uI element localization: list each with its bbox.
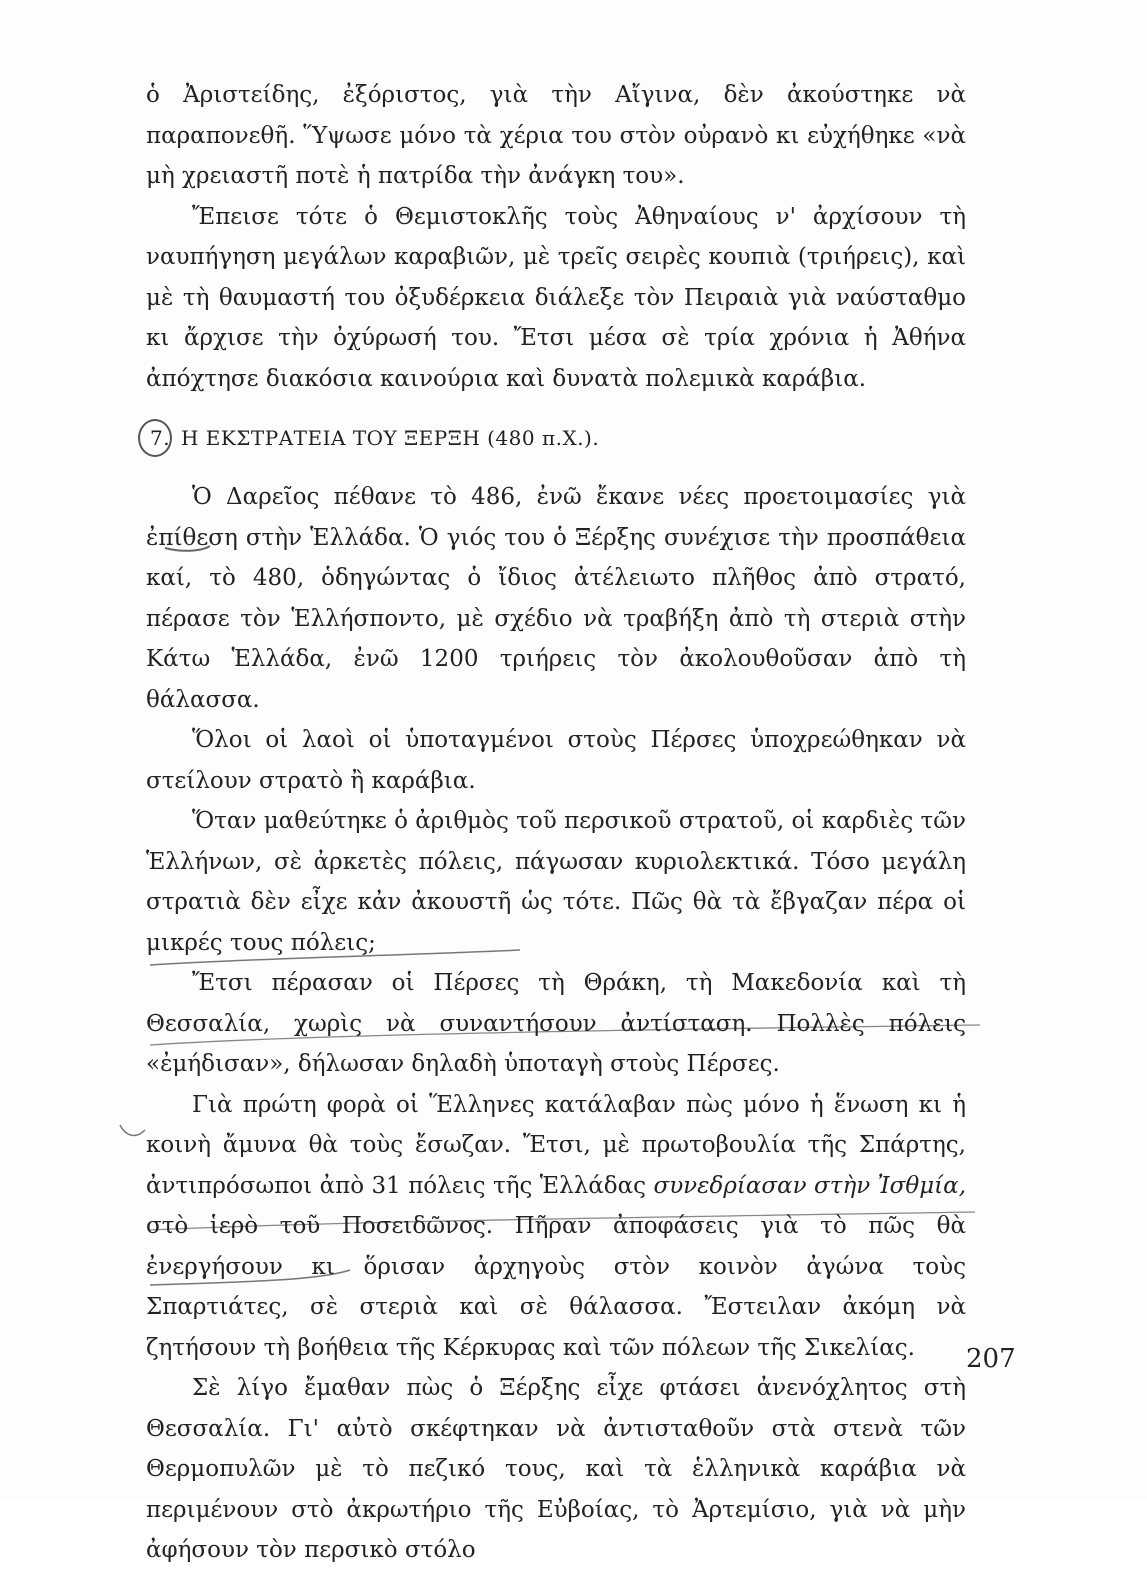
section-number: 7. bbox=[146, 423, 174, 453]
paragraph-aristeides: ὁ Ἀριστείδης, ἐξόριστος, γιὰ τὴν Αἴγινα, δὲν ἀκούστηκε νὰ παραπονεθῆ. Ὕψωσε μόνο τὰ χέρια του στὸν οὐρανὸ κι εὐχήθηκε «νὰ μὴ χρειαστῆ ποτὲ ἡ πατρίδα τὴν ἀνάγκη του». bbox=[146, 82, 966, 189]
section-title: Η ΕΚΣΤΡΑΤΕΙΑ ΤΟΥ ΞΕΡΞΗ bbox=[180, 426, 481, 450]
section-heading bbox=[146, 423, 966, 453]
paragraph-thermopylae: Σὲ λίγο ἔμαθαν πὼς ὁ Ξέρξης εἶχε φτάσει ἀνενόχλητος στὴ Θεσσαλία. Γι' αὐτὸ σκέφτηκαν νὰ ἀντισταθοῦν στὰ στενὰ τῶν Θερμοπυλῶν μὲ τὸ πεζικό τους, καὶ τὰ ἑλληνικὰ καράβια νὰ περιμένουν στὸ ἀκρωτήριο τῆς Εὐβοίας, τὸ Ἀρτεμίσιο, γιὰ νὰ μὴν ἀφήσουν τὸν περσικὸ στόλο bbox=[146, 1375, 966, 1563]
paragraph-fear: Ὅταν μαθεύτηκε ὁ ἀριθμὸς τοῦ περσικοῦ στρατοῦ, οἱ καρδιὲς τῶν Ἑλλήνων, σὲ ἀρκετὲς πόλεις, πάγωσαν κυριολεκτικά. Τόσο μεγάλη στρατιὰ δὲν εἶχε κἀν ἀκουστῆ ὡς τότε. Πῶς θὰ τὰ ἔβγαζαν πέρα οἱ μικρές τους πόλεις; bbox=[146, 808, 966, 956]
paragraph-themistokles: Ἔπεισε τότε ὁ Θεμιστοκλῆς τοὺς Ἀθηναίους ν' ἀρχίσουν τὴ ναυπήγηση μεγάλων καραβιῶν, μὲ τρεῖς σειρὲς κουπιὰ (τριήρεις), καὶ μὲ τὴ θαυμαστή του ὀξυδέρκεια διάλεξε τὸν Πειραιὰ γιὰ ναύσταθμο κι ἄρχισε τὴν ὀχύρωσή του. Ἔτσι μέσα σὲ τρία χρόνια ἡ Ἀθήνα ἀπόχτησε διακόσια καινούρια καὶ δυνατὰ πολεμικὰ καράβια. bbox=[146, 203, 966, 392]
paragraph-medism: Ἔτσι πέρασαν οἱ Πέρσες τὴ Θράκη, τὴ Μακεδονία καὶ τὴ Θεσσαλία, χωρὶς νὰ συναντήσουν ἀντίσταση. Πολλὲς πόλεις «ἐμήδισαν», δήλωσαν δηλαδὴ ὑποταγὴ στοὺς Πέρσες. bbox=[146, 970, 966, 1077]
paragraph-isthmia: Γιὰ πρώτη φορὰ οἱ Ἕλληνες κατάλαβαν πὼς μόνο ἡ ἕνωση κι ἡ κοινὴ ἄμυνα θὰ τοὺς ἔσωζαν. Ἔτσι, μὲ πρωτοβουλία τῆς Σπάρτης, ἀντιπρόσωποι ἀπὸ 31 πόλεις τῆς Ἑλλάδας συνεδρίασαν στὴν Ἰσθμία, στὸ ἱερὸ τοῦ Ποσειδῶνος. Πῆραν ἀποφάσεις γιὰ τὸ πῶς θὰ ἐνεργήσουν κι ὅρισαν ἀρχηγοὺς στὸν κοινὸν ἀγώνα τοὺς Σπαρτιάτες, σὲ στεριὰ καὶ σὲ θάλασσα. Ἔστειλαν ἀκόμη νὰ ζητήσουν τὴ βοήθεια τῆς Κέρκυρας καὶ τῶν πόλεων τῆς Σικελίας. bbox=[146, 1091, 967, 1361]
section-date: (480 π.Χ.). bbox=[487, 426, 600, 450]
paragraph-dareios: Ὁ Δαρεῖος πέθανε τὸ 486, ἐνῶ ἔκανε νέες προετοιμασίες γιὰ ἐπίθεση στὴν Ἑλλάδα. Ὁ γιός του ὁ Ξέρξης συνέχισε τὴν προσπάθεια καί, τὸ 480, ὁδηγώντας ὁ ἴδιος ἀτέλειωτο πλῆθος ἀπὸ στρατό, πέρασε τὸν Ἑλλήσποντο, μὲ σχέδιο νὰ τραβήξη ἀπὸ τὴ στεριὰ στὴν Κάτω Ἑλλάδα, ἐνῶ 1200 τριήρεις τὸν ἀκολουθοῦσαν ἀπὸ τὴ θάλασσα. bbox=[146, 484, 966, 713]
paragraph-subjects: Ὅλοι οἱ λαοὶ οἱ ὑποταγμένοι στοὺς Πέρσες ὑποχρεώθηκαν νὰ στείλουν στρατὸ ἢ καράβια. bbox=[146, 727, 966, 794]
page-number: 207 bbox=[966, 1344, 1016, 1374]
page-text bbox=[146, 75, 966, 1571]
italic-isthmia: συνεδρίασαν στὴν Ἰσθμία, bbox=[653, 1172, 967, 1199]
